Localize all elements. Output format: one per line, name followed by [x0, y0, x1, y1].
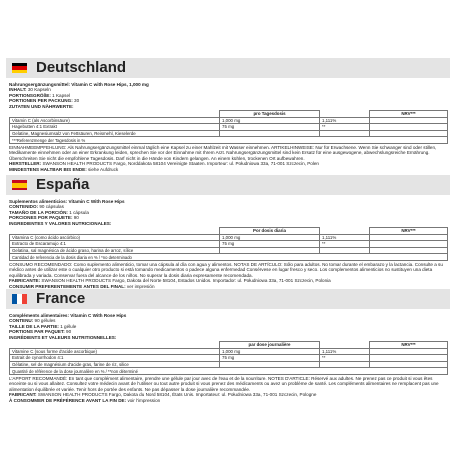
table-header-row [10, 342, 448, 349]
best-before-line: CONSUMIR PREFERENTEMENTE ANTES DEL FINAL: ver impresión [9, 283, 155, 289]
table-header-row [10, 111, 448, 118]
table-footnote-row: Cantidad de referencia de la dosis diaria en % / *no determinado [10, 254, 448, 261]
info-line: INGRÉDIENTS ET VALEURS NUTRITIONNELLES: [9, 334, 117, 340]
table-row: Vitamina C (como ácido ascórbico) 1,000 mg 1,111% [10, 234, 448, 241]
info-line: PORTIONEN PER PACKUNG: 30 [9, 98, 80, 104]
section-body-de [9, 82, 449, 172]
table-row: Vitamin C (als Ascorbinsäure) 1,000 mg 1,111% [10, 117, 448, 124]
country-title: France [36, 290, 86, 307]
nutrition-table [9, 341, 448, 375]
product-title: Compléments alimentaires: Vitamin C With Rose Hips [9, 313, 127, 318]
section-body-es [9, 199, 449, 289]
info-line: INHALT: 30 Kapseln [9, 87, 51, 93]
section-body-fr [9, 313, 449, 403]
table-row: Gélatine, sel de magnésium d'acide gras, farine de riz, silice [10, 361, 448, 368]
nrv-header: NRV*** [370, 111, 448, 118]
usage-paragraph: L'APPORT RECOMMANDÉ: En tant que complément alimentaire, prendre une gélule par jour avec de l'eau et de la nourriture. NOTES D'ARTICLE: Réservé aux adultes. Ne prenez pas ce produit si vous êtes enceinte ou si vous allaitez. Consultez votre médecin avant de l'utiliser ou tout autre produit si vous prenez des médicaments ou avez un problème de santé. Les compléments alimentaires ne remplacent pas une alimentation équilibrée et variée. Tenir hors de portée des enfants. Ne pas dépasser la dose journalière recommandée. [9, 376, 439, 392]
info-line: INGREDIENTES Y VALORES NUTRICIONALES: [9, 220, 112, 226]
section-header-fr [6, 289, 450, 309]
manufacturer-line: FABRICANTE: SWANSON HEALTH PRODUCTS Fargo, Dakota del Norte 58104, Estados Unidos. Importador: ul. Południowa 33a, 71-001 Szczecin, Polonia [9, 278, 331, 284]
info-line: PORTIONS PAR PAQUET: 90 [9, 329, 72, 335]
info-line: ZUTATEN UND NÄHRWERTE: [9, 103, 74, 109]
best-before-line: MINDESTENS HALTBAR BIS ENDE: siehe Aufdruck [9, 166, 119, 172]
product-title: Nahrungsergänzungsmittel: Vitamin C with Rose Hips, 1,000 mg [9, 82, 149, 87]
manufacturer-line: FABRICANT: SWANSON HEALTH PRODUCTS Fargo, Dakota du Nord 58104, États Unis. Importateur: ul. Południowa 33a, 71-001 Szczecin, Pologne [9, 392, 317, 398]
table-row: Gelatina, sal magnésica de ácido graso, harina de arroz, sílice [10, 247, 448, 254]
section-header-es [6, 175, 450, 195]
nutrition-table [9, 227, 448, 261]
table-row: Hagebutten 4:1 Extrakt 75 mg ** [10, 124, 448, 131]
manufacturer-line: HERSTELLER: SWANSON HEALTH PRODUCTS Fargo, Norddakota 58104 Vereinigte Staaten. Importeur: ul. Południowa 33a, 71-001 Szczecin, Polen [9, 161, 319, 167]
section-header-de [6, 58, 450, 78]
country-title: España [36, 176, 90, 193]
nrv-header: NRV*** [370, 228, 448, 235]
table-footnote-row: Quantité de référence de la dose journalière en % / **non déterminé [10, 368, 448, 375]
column-header: par dose journalière [220, 342, 320, 349]
best-before-line: À CONSOMMER DE PRÉFÉRENCE AVANT LA FIN DE: voir l'impression [9, 397, 161, 403]
usage-paragraph: CONSUMO RECOMENDADO: Como suplemento alimenticio, tomar una cápsula al día con agua y alimentos. NOTAS DE ARTÍCULO: Sólo para adultos. No tomar durante el embarazo y la lactancia. Consulte a su médico antes de utilizar este o cualquier otro producto si está tomando medicamentos o padece alguna enfermedad Consérvese en lugar fresco y seco. Los complementos alimenticios no sustituyen una dieta equilibrada y variada. Conservar fuera del alcance de los niños. No superar la dosis diaria expresamente recomendada. [9, 262, 443, 278]
column-header: pro Tagesdosis [220, 111, 320, 118]
germany-flag-icon [12, 63, 27, 73]
info-line: CONTENIDO: 90 cápsulas [9, 204, 64, 210]
table-row: Vitamine C (sous forme d'acide ascorbique) 1,000 mg 1,111% [10, 348, 448, 355]
column-header: Por dosis diaria [220, 228, 320, 235]
table-footnote-row: ***Referenzmenge der Tagesdosis in % [10, 137, 448, 144]
table-header-row [10, 228, 448, 235]
info-line: TAMAÑO DE LA PORCIÓN: 1 cápsula [9, 209, 89, 215]
table-row: Gelatine, Magnesiumsalz von Fettsäuren, Reismehl, Kieselerde [10, 130, 448, 137]
info-line: CONTENU: 90 gélules [9, 318, 56, 324]
nrv-header: NRV*** [370, 342, 448, 349]
france-flag-icon [12, 294, 27, 304]
spain-flag-icon [12, 180, 27, 190]
table-row: Extrait de cynorrhodon 4:1 75 mg ** [10, 355, 448, 362]
product-title: Suplementos alimenticios: Vitamin C With Rose Hips [9, 199, 125, 204]
usage-paragraph: EINNAHMEEMPFEHLUNG: Als Nahrungsergänzungsmittel einmal täglich eine Kapsel zu einer Mahlzeit mit Wasser einnehmen. ARTIKELHINWEISE: Nur für Erwachsene. Wenn Sie schwanger sind oder stillen, Medikamente einnehmen oder an einer Erkrankung leiden, sprechen Sie vor der Einnahme mit Ihrem Arzt. Nahrungsergänzungsmittel sind kein Ersatz für eine ausgewogene, abwechslungsreiche Ernährung. Überschreiten Sie nicht die empfohlene Tagesdosis. Darf nicht in die Hände von Kindern gelangen. An einem kühlen, trockenen Ort aufbewahren. [9, 145, 437, 161]
info-line: PORCIONES POR PAQUETE: 90 [9, 215, 79, 221]
country-title: Deutschland [36, 59, 127, 76]
nutrition-table [9, 110, 448, 144]
table-row: Extracto de Escaramujo 4:1 75 mg ** [10, 241, 448, 248]
info-line: TAILLE DE LA PARTIE: 1 gélule [9, 323, 77, 329]
info-line: PORTIONSGRÖßE: 1 Kapsel [9, 92, 71, 98]
